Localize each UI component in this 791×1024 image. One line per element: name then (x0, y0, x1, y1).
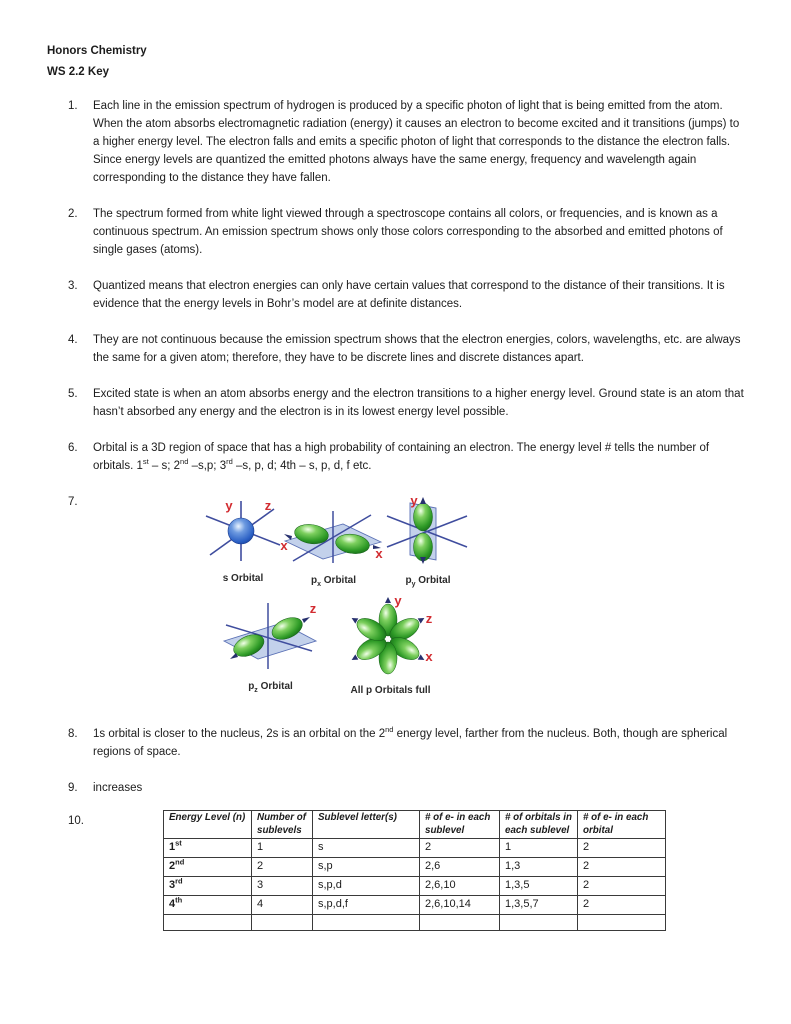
answer-item-9 (68, 779, 748, 797)
text-segment: 1s orbital is closer to the nucleus, 2s is an orbital on the 2 (93, 728, 386, 740)
item-number: 5. (68, 388, 78, 400)
cell-empty (500, 915, 578, 931)
item-number: 8. (68, 728, 78, 740)
caption-text: p (248, 681, 255, 692)
col-header: # of e- in each orbital (578, 811, 666, 839)
item-content (93, 493, 748, 697)
py-orbital-figure (383, 495, 473, 590)
col-header: Number of sublevels (252, 811, 313, 839)
col-header: Energy Level (n) (164, 811, 252, 839)
sublevel-table (163, 810, 666, 931)
px-orbital-figure (281, 509, 386, 590)
level-base: 2 (169, 860, 176, 872)
cell: s,p,d (313, 877, 420, 896)
z-axis-label: z (264, 498, 272, 513)
superscript: rd (226, 457, 233, 467)
caption-text: Orbital (321, 575, 357, 586)
item-text: Each line in the emission spectrum of hydrogen is produced by a specific photon of light that is being emitted from the atom. When the atom absorbs electromagnetic radiation (energy) it causes an electron to become excited and it transitions (jumps) to a higher energy level. The electron falls and emits a specific photon of light that corresponds to the distance the electron falls. Since energy levels are quantized the emitted photons always have the same energy, frequency and wavelength again corresponding to the distance they have fallen. (93, 100, 740, 184)
orbital-caption (281, 572, 386, 590)
answer-item-6 (68, 439, 748, 475)
pz-orbital-figure (218, 597, 323, 696)
x-axis-label: x (425, 649, 433, 664)
energy-level-cell (164, 839, 252, 858)
energy-level-cell (164, 877, 252, 896)
px-orbital-graphic (281, 509, 386, 565)
cell: s (313, 839, 420, 858)
s-orbital-graphic (196, 497, 290, 563)
x-axis-label: x (280, 538, 288, 553)
level-superscript: st (175, 838, 182, 848)
level-superscript: rd (175, 876, 183, 886)
y-axis-label: y (394, 595, 402, 608)
orbital-caption (218, 678, 323, 696)
z-axis-label: z (309, 601, 317, 616)
cell: 1,3,5 (500, 877, 578, 896)
caption-text: p (310, 575, 318, 586)
answer-item-10 (68, 812, 748, 931)
cell-empty (313, 915, 420, 931)
arrow-up (420, 497, 426, 504)
item-text (93, 439, 748, 475)
text-segment: –s, p, d; 4th – s, p, d, f etc. (232, 460, 372, 472)
cell: 2,6,10 (420, 877, 500, 896)
cell-empty (164, 915, 252, 931)
doc-subtitle: WS 2.2 Key (47, 66, 109, 78)
cell: 3 (252, 877, 313, 896)
level-base: 4 (169, 898, 176, 910)
cell: s,p,d,f (313, 896, 420, 915)
cell: 1,3,5,7 (500, 896, 578, 915)
energy-level-cell (164, 896, 252, 915)
answer-item-2 (68, 205, 748, 259)
answer-item-4 (68, 331, 748, 367)
col-header: # of e- in each sublevel (420, 811, 500, 839)
caption-text: s Orbital (222, 573, 264, 584)
level-superscript: nd (175, 857, 185, 867)
document-header (47, 41, 147, 83)
item-number: 10. (68, 815, 84, 827)
sublevel-table-wrap (163, 810, 746, 931)
cell: 2 (252, 858, 313, 877)
answer-list (68, 97, 748, 949)
superscript: nd (180, 457, 189, 467)
y-axis-label: y (225, 498, 233, 513)
item-text: Excited state is when an atom absorbs energy and the electron transitions to a higher energy level. Ground state is an atom that hasn’t absorbed any energy and the electron is in its lowest energy level possible. (93, 388, 744, 418)
text-segment: energy level, farther from the nucleus. Both, though are spherical regions of space. (93, 728, 728, 758)
col-header: Sublevel letter(s) (313, 811, 420, 839)
cell: 1 (500, 839, 578, 858)
level-superscript: th (175, 895, 183, 905)
text-segment: –s,p; 3 (188, 460, 227, 472)
orbital-caption (196, 570, 290, 588)
cell: s,p (313, 858, 420, 877)
orbital-caption (338, 682, 443, 700)
caption-text: p (405, 575, 412, 586)
all-p-orbitals-graphic (338, 595, 443, 675)
cell: 2 (578, 858, 666, 877)
answer-item-8 (68, 725, 748, 761)
cell: 2,6,10,14 (420, 896, 500, 915)
cell: 2 (578, 839, 666, 858)
superscript: st (142, 457, 149, 467)
s-orbital-figure (196, 497, 290, 588)
table-row (164, 896, 666, 915)
item-content (93, 812, 748, 931)
item-number: 7. (68, 496, 78, 508)
answer-item-7 (68, 493, 748, 697)
text-segment: – s; 2 (148, 460, 181, 472)
cell: 4 (252, 896, 313, 915)
caption-subscript: z (254, 687, 258, 694)
caption-subscript: x (317, 581, 321, 588)
tip-arrow (385, 597, 391, 603)
cell: 2 (578, 877, 666, 896)
pz-orbital-graphic (218, 597, 323, 671)
cell-empty (420, 915, 500, 931)
answer-item-3 (68, 277, 748, 313)
cell: 2 (578, 896, 666, 915)
table-header-row (164, 811, 666, 839)
item-number: 2. (68, 208, 78, 220)
z-axis-label: z (425, 611, 433, 626)
col-header: # of orbitals in each sublevel (500, 811, 578, 839)
item-number: 9. (68, 782, 78, 794)
orbital-diagram (193, 495, 493, 697)
x-axis-label: x (375, 546, 383, 561)
cell: 2 (420, 839, 500, 858)
table-row (164, 858, 666, 877)
caption-text: All p Orbitals full (350, 685, 431, 696)
item-number: 1. (68, 100, 78, 112)
item-text: The spectrum formed from white light viewed through a spectroscope contains all colors, or frequencies, and is known as a continuous spectrum. An emission spectrum shows only those colors corresponding to the absorbed and emitted photons of single gases (atoms). (93, 208, 723, 256)
energy-level-cell (164, 858, 252, 877)
orbital-lobe (414, 533, 433, 561)
table-row (164, 839, 666, 858)
item-number: 6. (68, 442, 78, 454)
item-number: 4. (68, 334, 78, 346)
text-segment: Orbital is a 3D region of space that has a high probability of containing an electron. The energy level # tells the number of orbitals. 1 (93, 442, 710, 472)
table-row (164, 877, 666, 896)
caption-text: Orbital (415, 575, 451, 586)
cell: 1,3 (500, 858, 578, 877)
y-axis-label: y (410, 495, 418, 508)
doc-title: Honors Chemistry (47, 45, 147, 57)
item-text: Quantized means that electron energies can only have certain values that correspond to the distance of their transitions. It is evidence that the energy levels in Bohr’s model are at definite distances. (93, 280, 725, 310)
all-p-orbitals-figure (338, 595, 443, 700)
arrow-upper-right (302, 617, 310, 623)
orbital-caption (383, 572, 473, 590)
caption-text: Orbital (257, 681, 293, 692)
cell: 2,6 (420, 858, 500, 877)
table-row-empty (164, 915, 666, 931)
item-text: increases (93, 782, 143, 794)
answer-item-5 (68, 385, 748, 421)
cell-empty (252, 915, 313, 931)
cell-empty (578, 915, 666, 931)
answer-item-1 (68, 97, 748, 187)
item-text (93, 725, 748, 761)
s-orbital-sphere (228, 518, 254, 544)
cell: 1 (252, 839, 313, 858)
level-base: 1 (169, 841, 176, 853)
py-orbital-graphic (383, 495, 473, 565)
arrow-left (284, 534, 292, 540)
level-base: 3 (169, 879, 176, 891)
superscript: nd (385, 725, 394, 735)
item-text: They are not continuous because the emission spectrum shows that the electron energies, colors, wavelengths, etc. are always the same for a given atom; therefore, they have to be discrete lines and discrete distances apart. (93, 334, 741, 364)
item-number: 3. (68, 280, 78, 292)
caption-subscript: y (411, 581, 416, 588)
